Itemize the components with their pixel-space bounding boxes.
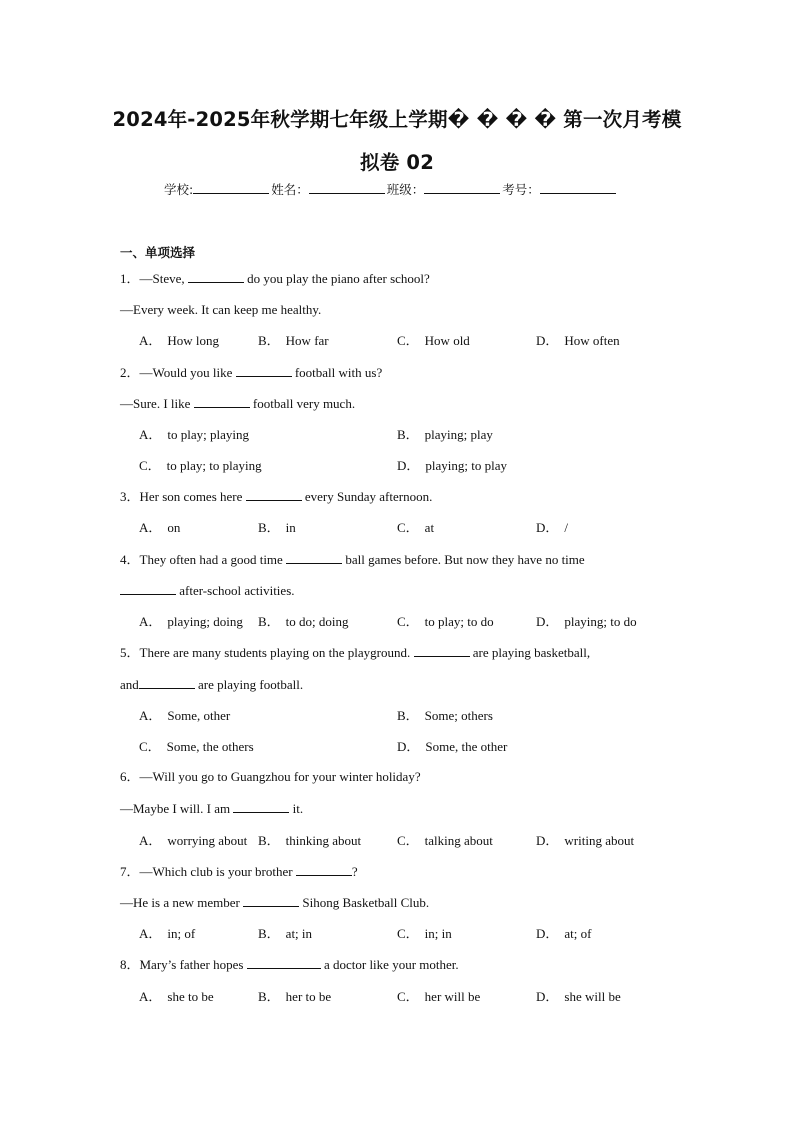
option-c[interactable] bbox=[397, 833, 493, 849]
answer-blank[interactable] bbox=[194, 396, 250, 408]
option-text: playing; to play bbox=[425, 458, 507, 473]
question-3-line bbox=[120, 489, 432, 505]
option-text: playing; doing bbox=[167, 614, 243, 629]
option-text: on bbox=[167, 520, 181, 535]
question-text: 1．—Steve, bbox=[120, 271, 188, 286]
question-6-line bbox=[120, 769, 421, 785]
option-d[interactable] bbox=[397, 458, 507, 474]
option-letter: C． bbox=[139, 739, 161, 754]
question-7-line bbox=[120, 895, 429, 911]
option-text: at; in bbox=[285, 926, 313, 941]
question-text: do you play the piano after school? bbox=[243, 271, 430, 286]
option-text: How far bbox=[285, 333, 329, 348]
question-text: 2．—Would you like bbox=[120, 365, 236, 380]
option-c[interactable] bbox=[139, 739, 254, 755]
school-field[interactable] bbox=[193, 181, 269, 194]
option-b[interactable] bbox=[397, 708, 493, 724]
question-text: ball games before. But now they have no time bbox=[342, 552, 585, 567]
answer-blank[interactable] bbox=[246, 489, 302, 501]
answer-blank[interactable] bbox=[286, 552, 342, 564]
question-text: 6．—Will you go to Guangzhou for your winter holiday? bbox=[120, 769, 421, 784]
question-text: Sihong Basketball Club. bbox=[299, 895, 430, 910]
option-letter: A． bbox=[139, 989, 162, 1004]
question-text: football very much. bbox=[249, 396, 356, 411]
option-b[interactable] bbox=[258, 989, 331, 1005]
question-5-line bbox=[120, 645, 590, 661]
question-text: —He is a new member bbox=[120, 895, 244, 910]
option-d[interactable] bbox=[536, 333, 620, 349]
question-text: ? bbox=[351, 864, 358, 879]
option-letter: B． bbox=[258, 520, 280, 535]
answer-blank[interactable] bbox=[243, 895, 299, 907]
question-2-line bbox=[120, 365, 382, 381]
option-text: she will be bbox=[564, 989, 621, 1004]
option-text: Some, other bbox=[167, 708, 231, 723]
question-4-line bbox=[120, 552, 585, 568]
option-letter: B． bbox=[258, 333, 280, 348]
question-text: 5．There are many students playing on the playground. bbox=[120, 645, 414, 660]
option-letter: D． bbox=[536, 926, 559, 941]
question-text: every Sunday afternoon. bbox=[301, 489, 433, 504]
answer-blank[interactable] bbox=[414, 645, 470, 657]
option-letter: B． bbox=[258, 926, 280, 941]
option-c[interactable] bbox=[397, 614, 494, 630]
option-letter: A． bbox=[139, 333, 162, 348]
question-8-line bbox=[120, 957, 459, 973]
question-text: 7．—Which club is your brother bbox=[120, 864, 296, 879]
option-letter: C． bbox=[397, 614, 419, 629]
question-text: —Every week. It can keep me healthy. bbox=[120, 302, 322, 317]
option-d[interactable] bbox=[536, 520, 568, 536]
option-a[interactable] bbox=[139, 614, 243, 630]
option-letter: B． bbox=[258, 614, 280, 629]
option-letter: A． bbox=[139, 833, 162, 848]
option-b[interactable] bbox=[258, 833, 361, 849]
option-text: at; of bbox=[564, 926, 592, 941]
option-text: to do; doing bbox=[285, 614, 349, 629]
answer-blank[interactable] bbox=[236, 365, 292, 377]
option-a[interactable] bbox=[139, 989, 214, 1005]
option-a[interactable] bbox=[139, 333, 219, 349]
question-text: are playing basketball, bbox=[469, 645, 591, 660]
option-text: to play; playing bbox=[167, 427, 249, 442]
option-d[interactable] bbox=[536, 926, 591, 942]
answer-blank[interactable] bbox=[120, 583, 176, 595]
option-text: Some, the others bbox=[166, 739, 254, 754]
option-text: talking about bbox=[424, 833, 493, 848]
option-text: at bbox=[424, 520, 435, 535]
student-info-row bbox=[164, 180, 644, 198]
option-letter: C． bbox=[397, 833, 419, 848]
option-text: in; of bbox=[167, 926, 196, 941]
option-letter: D． bbox=[536, 989, 559, 1004]
option-text: she to be bbox=[167, 989, 214, 1004]
name-field[interactable] bbox=[309, 181, 385, 194]
option-b[interactable] bbox=[397, 427, 493, 443]
answer-blank[interactable] bbox=[233, 801, 289, 813]
option-b[interactable] bbox=[258, 614, 349, 630]
option-text: Some; others bbox=[424, 708, 493, 723]
exam-number-field[interactable] bbox=[540, 181, 616, 194]
option-letter: C． bbox=[139, 458, 161, 473]
question-4-line bbox=[120, 583, 295, 599]
option-text: playing; play bbox=[424, 427, 493, 442]
question-text: a doctor like your mother. bbox=[320, 957, 459, 972]
question-text: and bbox=[120, 677, 139, 692]
option-d[interactable] bbox=[536, 989, 621, 1005]
option-letter: A． bbox=[139, 926, 162, 941]
option-letter: B． bbox=[258, 833, 280, 848]
option-c[interactable] bbox=[139, 458, 262, 474]
option-text: playing; to do bbox=[564, 614, 637, 629]
option-text: to play; to playing bbox=[166, 458, 262, 473]
exam-title-line-2: 拟卷 02 bbox=[360, 151, 434, 174]
option-letter: C． bbox=[397, 520, 419, 535]
option-b[interactable] bbox=[258, 520, 296, 536]
option-d[interactable] bbox=[397, 739, 507, 755]
question-6-line bbox=[120, 801, 303, 817]
option-text: / bbox=[564, 520, 569, 535]
question-text: football with us? bbox=[291, 365, 383, 380]
option-b[interactable] bbox=[258, 926, 312, 942]
option-letter: B． bbox=[397, 427, 419, 442]
question-text: it. bbox=[289, 801, 304, 816]
option-text: Some, the other bbox=[425, 739, 508, 754]
option-text: in bbox=[285, 520, 296, 535]
section-title: 一、单项选择 bbox=[120, 245, 196, 260]
option-text: How long bbox=[167, 333, 220, 348]
option-a[interactable] bbox=[139, 520, 180, 536]
question-text: 3．Her son comes here bbox=[120, 489, 246, 504]
option-letter: A． bbox=[139, 520, 162, 535]
exam-number-label: 考号： bbox=[502, 182, 540, 197]
option-text: her to be bbox=[285, 989, 332, 1004]
option-d[interactable] bbox=[536, 833, 634, 849]
option-a[interactable] bbox=[139, 926, 195, 942]
question-5-line bbox=[120, 677, 303, 693]
option-letter: D． bbox=[397, 458, 420, 473]
question-text: are playing football. bbox=[194, 677, 304, 692]
option-letter: C． bbox=[397, 989, 419, 1004]
option-letter: B． bbox=[397, 708, 419, 723]
option-letter: A． bbox=[139, 708, 162, 723]
option-letter: C． bbox=[397, 333, 419, 348]
question-text: —Sure. I like bbox=[120, 396, 194, 411]
answer-blank[interactable] bbox=[296, 864, 352, 876]
answer-blank[interactable] bbox=[247, 957, 321, 969]
question-1-line bbox=[120, 271, 430, 287]
question-text: 4．They often had a good time bbox=[120, 552, 287, 567]
question-2-line bbox=[120, 396, 355, 412]
class-field[interactable] bbox=[424, 181, 500, 194]
option-text: to play; to do bbox=[424, 614, 494, 629]
option-c[interactable] bbox=[397, 989, 480, 1005]
option-text: writing about bbox=[564, 833, 635, 848]
option-letter: D． bbox=[536, 520, 559, 535]
answer-blank[interactable] bbox=[188, 271, 244, 283]
option-text: thinking about bbox=[285, 833, 362, 848]
option-c[interactable] bbox=[397, 926, 452, 942]
option-letter: A． bbox=[139, 427, 162, 442]
option-letter: C． bbox=[397, 926, 419, 941]
option-letter: D． bbox=[536, 614, 559, 629]
option-letter: A． bbox=[139, 614, 162, 629]
answer-blank[interactable] bbox=[139, 677, 195, 689]
option-a[interactable] bbox=[139, 833, 247, 849]
option-letter: D． bbox=[536, 833, 559, 848]
option-letter: D． bbox=[397, 739, 420, 754]
question-1-line bbox=[120, 302, 321, 318]
option-text: her will be bbox=[424, 989, 481, 1004]
name-label: 姓名： bbox=[271, 182, 309, 197]
option-text: in; in bbox=[424, 926, 452, 941]
option-a[interactable] bbox=[139, 427, 249, 443]
exam-title-line-1: 2024年-2025年秋学期七年级上学期� � � � 第一次月考模 bbox=[112, 108, 682, 131]
class-label: 班级： bbox=[386, 182, 425, 197]
option-text: How often bbox=[564, 333, 620, 348]
option-c[interactable] bbox=[397, 333, 470, 349]
option-text: How old bbox=[424, 333, 470, 348]
school-label: 学校: bbox=[164, 182, 194, 197]
question-text: after-school activities. bbox=[176, 583, 295, 598]
option-letter: B． bbox=[258, 989, 280, 1004]
question-text: —Maybe I will. I am bbox=[120, 801, 234, 816]
option-b[interactable] bbox=[258, 333, 329, 349]
question-text: 8．Mary’s father hopes bbox=[120, 957, 247, 972]
option-c[interactable] bbox=[397, 520, 434, 536]
option-letter: D． bbox=[536, 333, 559, 348]
option-a[interactable] bbox=[139, 708, 230, 724]
option-d[interactable] bbox=[536, 614, 637, 630]
option-text: worrying about bbox=[167, 833, 248, 848]
question-7-line bbox=[120, 864, 358, 880]
